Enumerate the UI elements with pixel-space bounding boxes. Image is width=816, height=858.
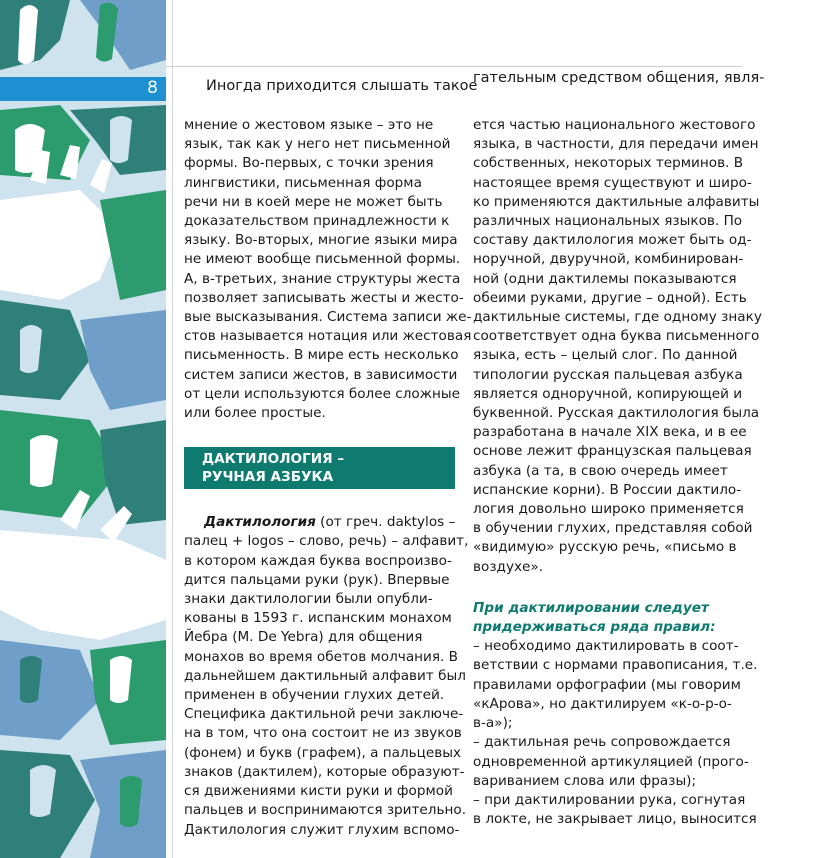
rules-title <box>473 599 745 637</box>
text-line: вые высказывания. Система записи же- <box>184 309 472 326</box>
text-line: настоящее время существуют и широ- <box>473 174 752 191</box>
text-line: – при дактилировании рука, согнутая <box>473 791 746 808</box>
text-line: лингвистики, письменная форма <box>184 174 422 191</box>
heading-line: ДАКТИЛОЛОГИЯ – <box>202 451 345 468</box>
text-line: знаков (дактилем), которые образуют- <box>184 763 465 780</box>
text-line: на в том, что она состоит не из звуков <box>184 725 462 742</box>
text-line: дактильные системы, где одному знаку <box>473 309 762 326</box>
column-opening-line: Иногда приходится слышать такое <box>206 78 478 94</box>
text-line: основе лежит французская пальцевая <box>473 443 752 460</box>
continuation-top-line <box>473 68 765 88</box>
text-line: логия довольно широко применяется <box>473 501 744 518</box>
text-line: систем записи жестов, в зависимости <box>184 366 458 383</box>
text-line: кованы в 1593 г. испанским монахом <box>184 610 452 627</box>
text-line: норучной, двуручной, комбинирован- <box>473 251 744 268</box>
top-rule <box>166 66 742 67</box>
text-line: – дактильная речь сопровождается <box>473 734 731 751</box>
text-line <box>184 513 460 532</box>
text-line: гательным средством общения, явля- <box>473 70 765 86</box>
text-line: языка, в частности, для передачи имен <box>473 136 759 153</box>
text-line: мнение о жестовом языке – это не <box>184 117 434 133</box>
text-line: позволяет записывать жесты и жесто- <box>184 289 464 306</box>
rules-title-line: придерживаться ряда правил: <box>473 619 716 636</box>
text-line: язык, так как у него нет письменной <box>184 136 451 153</box>
left-column <box>184 116 472 840</box>
text-line: дальнейшем дактильный алфавит был <box>184 667 466 684</box>
text-line: дится пальцами руки (рук). Впервые <box>184 571 450 588</box>
text-line: обеими руками, другие – одной). Есть <box>473 289 747 306</box>
text-line: от цели используются более сложные <box>184 385 460 402</box>
text-line: ся движениями кисти руки и формой <box>184 783 453 800</box>
text-line: стов называется нотация или жестовая <box>184 328 472 345</box>
text-line: речи ни в коей мере не может быть <box>184 193 443 210</box>
section-heading <box>184 447 455 489</box>
text-line: вариванием слова или фразы); <box>473 772 697 789</box>
text-line: палец + logos – слово, речь) – алфавит, <box>184 533 469 550</box>
text-line: является одноручной, копирующей и <box>473 385 743 402</box>
text-line: типологии русская пальцевая азбука <box>473 366 743 383</box>
text-line: соответствует одна буква письменного <box>473 328 760 345</box>
body-paragraph <box>473 116 762 577</box>
text-line: Специфика дактильной речи заключе- <box>184 706 464 723</box>
text-line: пальцев и воспринимаются зрительно. <box>184 802 467 819</box>
text-line: Дактилология служит глухим вспомо- <box>184 821 460 838</box>
page-number-tab <box>0 77 166 101</box>
text-line: ется частью национального жестового <box>473 117 756 133</box>
text-line: письменность. В мире есть несколько <box>184 347 459 364</box>
heading-line: РУЧНАЯ АЗБУКА <box>202 469 334 486</box>
text-line: ветствии с нормами правописания, т.е. <box>473 657 758 674</box>
page-fold-line <box>172 0 173 858</box>
text-line: в котором каждая буква воспроизво- <box>184 552 452 569</box>
text-line: в-а»); <box>473 715 513 732</box>
text-line: разработана в начале XIX века, и в ее <box>473 424 747 441</box>
text-line: языку. Во-вторых, многие языки мира <box>184 232 458 249</box>
definition-first-line: (от греч. daktylos – <box>315 514 456 531</box>
page-number: 8 <box>147 78 158 98</box>
text-line: доказательством принадлежности к <box>184 213 450 230</box>
text-line: в локте, не закрывает лицо, выносится <box>473 811 757 828</box>
text-line: составу дактилология может быть од- <box>473 232 752 249</box>
text-line: – необходимо дактилировать в соот- <box>473 638 739 655</box>
text-line: собственных, некоторых терминов. В <box>473 155 744 172</box>
text-line: воздухе». <box>473 558 544 575</box>
text-line: «кАрова», но дактилируем «к-о-р-о- <box>473 695 732 712</box>
text-line: формы. Во-первых, с точки зрения <box>184 155 434 172</box>
text-line: испанские корни). В России дактило- <box>473 481 742 498</box>
text-line: знаки дактилологии были опубли- <box>184 591 433 608</box>
text-line: Йебра (M. De Yebra) для общения <box>184 629 423 646</box>
text-line: не имеют вообще письменной формы. <box>184 251 461 268</box>
text-line: А, в-третьих, знание структуры жеста <box>184 270 461 287</box>
text-line: азбука (а та, в свою очередь имеет <box>473 462 728 479</box>
text-line: ной (одни дактилемы показываются <box>473 270 737 287</box>
text-line: (фонем) и букв (графем), а пальцевых <box>184 744 462 761</box>
rules-list <box>473 637 758 829</box>
text-line: применен в обучении глухих детей. <box>184 687 445 704</box>
right-column <box>473 68 765 829</box>
hands-pattern-illustration <box>0 0 166 858</box>
text-line: различных национальных языков. По <box>473 213 743 230</box>
text-line: одновременной артикуляцией (прого- <box>473 753 749 770</box>
text-line: буквенной. Русская дактилология была <box>473 405 760 422</box>
text-line: «видимую» русскую речь, «письмо в <box>473 539 737 556</box>
text-line: монахов во время обетов молчания. В <box>184 648 459 665</box>
definition-term: Дактилология <box>204 514 316 531</box>
intro-paragraph <box>184 116 472 423</box>
text-line: ко применяются дактильные алфавиты <box>473 193 760 210</box>
text-line: языка, есть – целый слог. По данной <box>473 347 738 364</box>
text-line: в обучении глухих, представляя собой <box>473 520 753 537</box>
text-line: или более простые. <box>184 405 326 422</box>
rules-title-line: При дактилировании следует <box>473 599 709 616</box>
text-line: правилами орфографии (мы говорим <box>473 676 741 693</box>
definition-paragraph <box>184 513 469 839</box>
